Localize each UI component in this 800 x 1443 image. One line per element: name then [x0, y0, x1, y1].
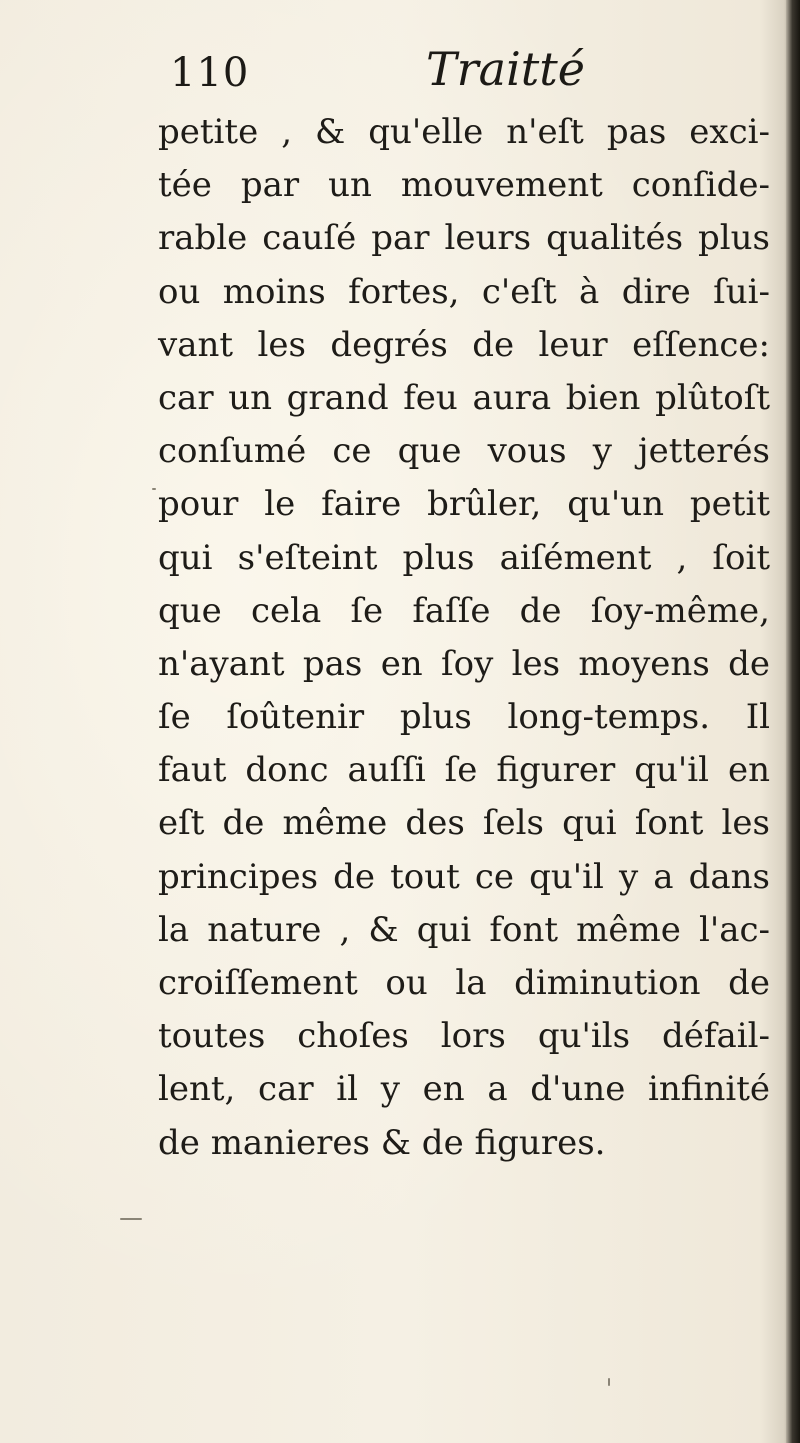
text-line: petite , & qu'elle n'eſt pas exci-: [158, 112, 770, 152]
text-line: ſe ſoûtenir plus long-temps. Il: [158, 697, 770, 738]
body-text: [158, 106, 770, 1170]
text-line: faut donc auſſi ſe figurer qu'il en: [158, 750, 770, 791]
text-line: vant les degrés de leur eſſence:: [158, 324, 770, 365]
text-line-last: de manieres & de figures.: [158, 1122, 606, 1163]
running-head: Traitté: [426, 42, 586, 96]
text-line: eſt de même des ſels qui ſont les: [158, 803, 770, 844]
text-line: ou moins fortes, c'eſt à dire ſui-: [158, 271, 770, 312]
text-line: tée par un mouvement conſide-: [158, 165, 770, 206]
paper-speck: [120, 1218, 142, 1220]
text-line: qui s'eſteint plus aiſément , ſoit: [158, 537, 770, 578]
paper-speck: [152, 488, 156, 490]
text-line: principes de tout ce qu'il y a dans: [158, 856, 770, 897]
text-line: conſumé ce que vous y jetterés: [158, 431, 770, 472]
text-line: croiſſement ou la diminution de: [158, 963, 770, 1003]
page-number: 110: [170, 50, 250, 96]
text-line: toutes choſes lors qu'ils défail-: [158, 1016, 770, 1057]
text-line: que cela ſe faſſe de ſoy-même,: [158, 590, 770, 631]
text-line: pour le faire brûler, qu'un petit: [158, 484, 770, 525]
text-line: car un grand feu aura bien plûtoſt: [158, 377, 770, 418]
text-line: lent, car il y en a d'une infinité: [158, 1069, 770, 1110]
binding-edge: [786, 0, 800, 1443]
text-line: rable cauſé par leurs qualités plus: [158, 218, 770, 259]
text-line: la nature , & qui font même l'ac-: [158, 909, 770, 950]
page-header: [170, 42, 770, 102]
text-line: n'ayant pas en ſoy les moyens de: [158, 643, 770, 684]
paper-speck: [608, 1378, 610, 1386]
